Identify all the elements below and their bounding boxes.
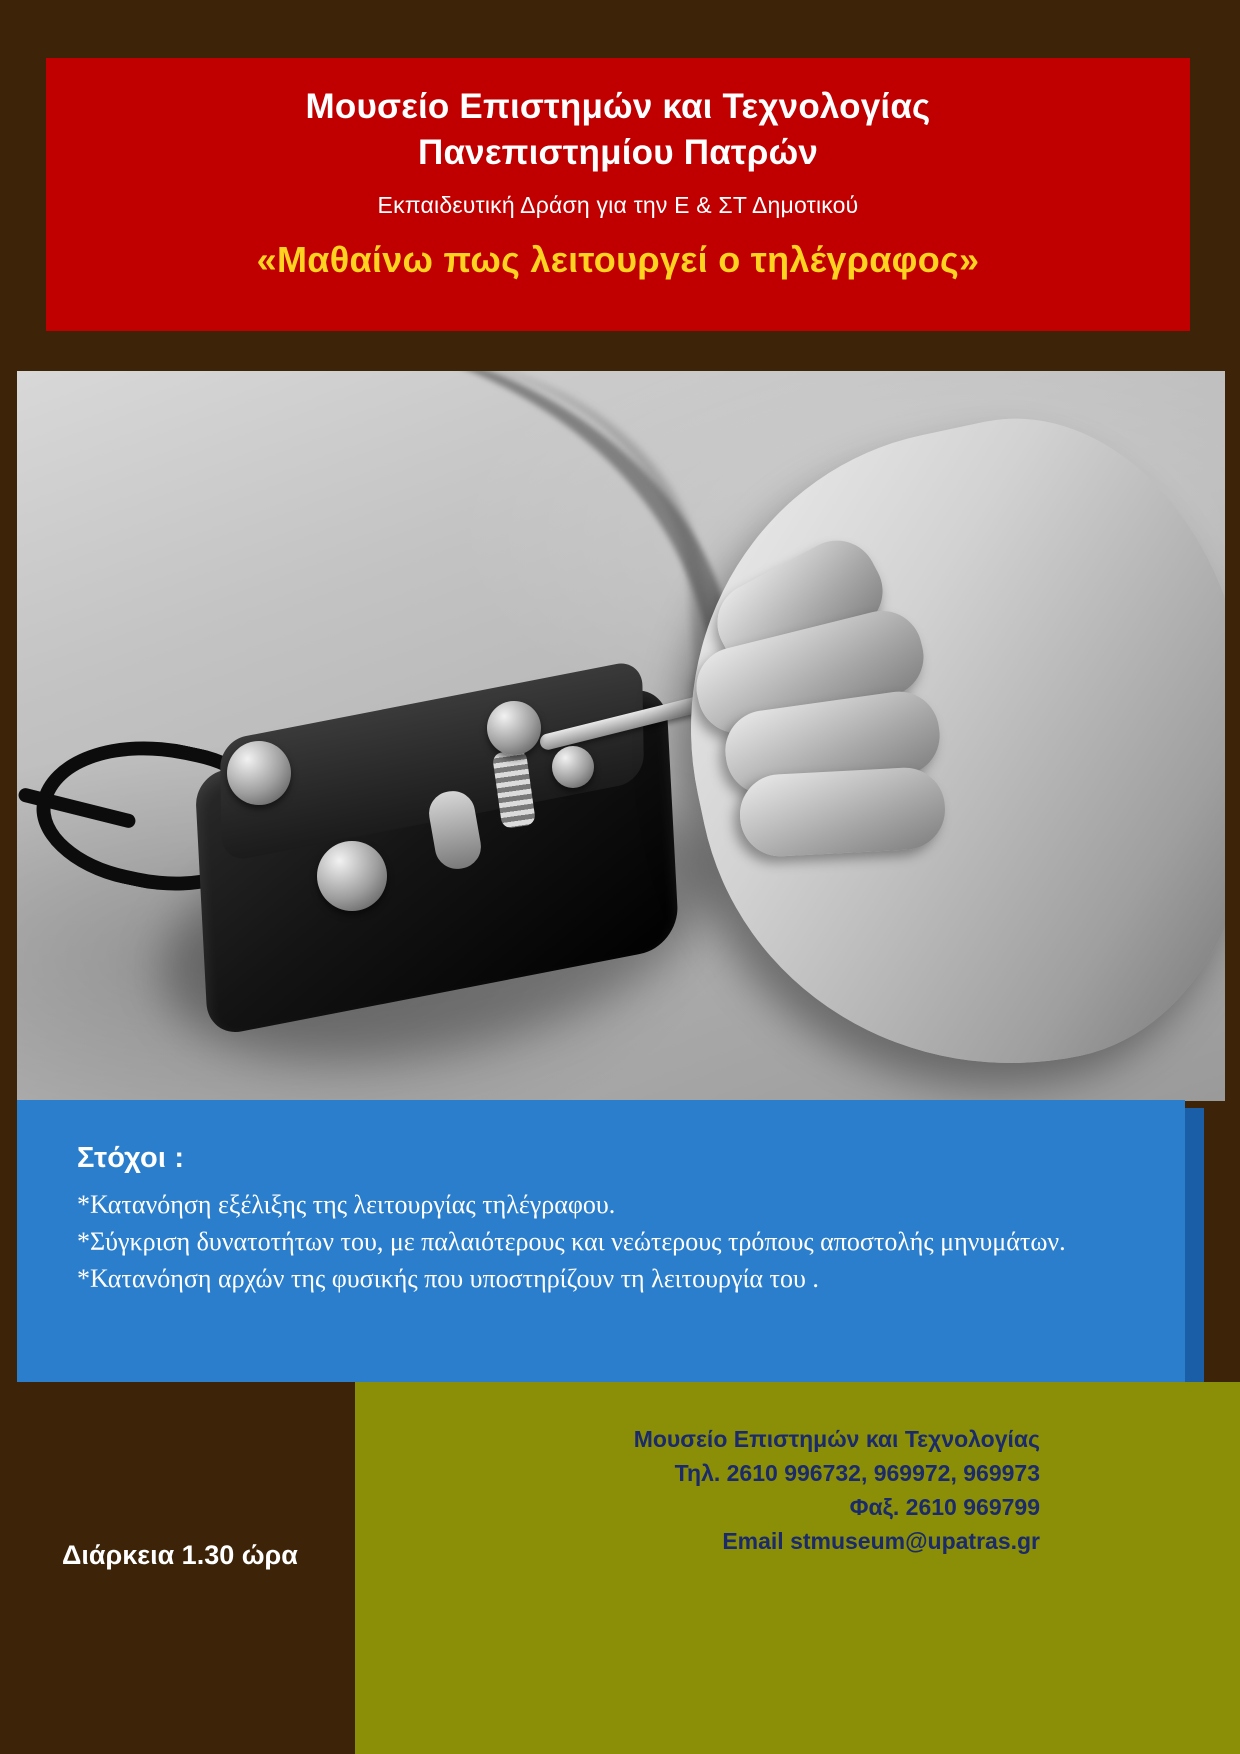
duration-label: Διάρκεια 1.30 ώρα [62, 1540, 298, 1570]
objectives-panel [17, 1100, 1185, 1382]
header-subtitle: Εκπαιδευτική Δράση για την Ε & ΣΤ Δημοτικού [377, 192, 859, 219]
objective-item-2: *Σύγκριση δυνατοτήτων του, με παλαιότερους και νεώτερους τρόπους αποστολής μηνυμάτων. [77, 1226, 1066, 1256]
objective-item-1: *Κατανόηση εξέλιξης της λειτουργίας τηλέγραφου. [77, 1190, 616, 1219]
header-banner [46, 58, 1190, 331]
objectives-heading: Στόχοι : [77, 1142, 185, 1174]
activity-title: «Μαθαίνω πως λειτουργεί ο τηλέγραφος» [256, 239, 980, 281]
telegraph-knob-front [317, 841, 387, 911]
finger-ring [738, 766, 947, 859]
objective-item-3: *Κατανόηση αρχών της φυσικής που υποστηρίζουν τη λειτουργία του . [77, 1263, 819, 1293]
museum-title-line1: Μουσείο Επιστημών και Τεχνολογίας [305, 87, 931, 126]
museum-title-line2: Πανεπιστημίου Πατρών [417, 133, 819, 173]
photo-background [17, 371, 1225, 1101]
contact-block [634, 1422, 1040, 1558]
telegraph-knob-center [487, 701, 541, 755]
contact-museum-name: Μουσείο Επιστημών και Τεχνολογίας [633, 1426, 1040, 1452]
contact-phone: Τηλ. 2610 996732, 969972, 969973 [674, 1460, 1040, 1487]
telegraph-photo [17, 371, 1225, 1101]
telegraph-knob-left [227, 741, 291, 805]
contact-email: Email stmuseum@upatras.gr [722, 1528, 1040, 1555]
telegraph-knob-right [552, 746, 594, 788]
contact-fax: Φαξ. 2610 969799 [849, 1494, 1040, 1521]
